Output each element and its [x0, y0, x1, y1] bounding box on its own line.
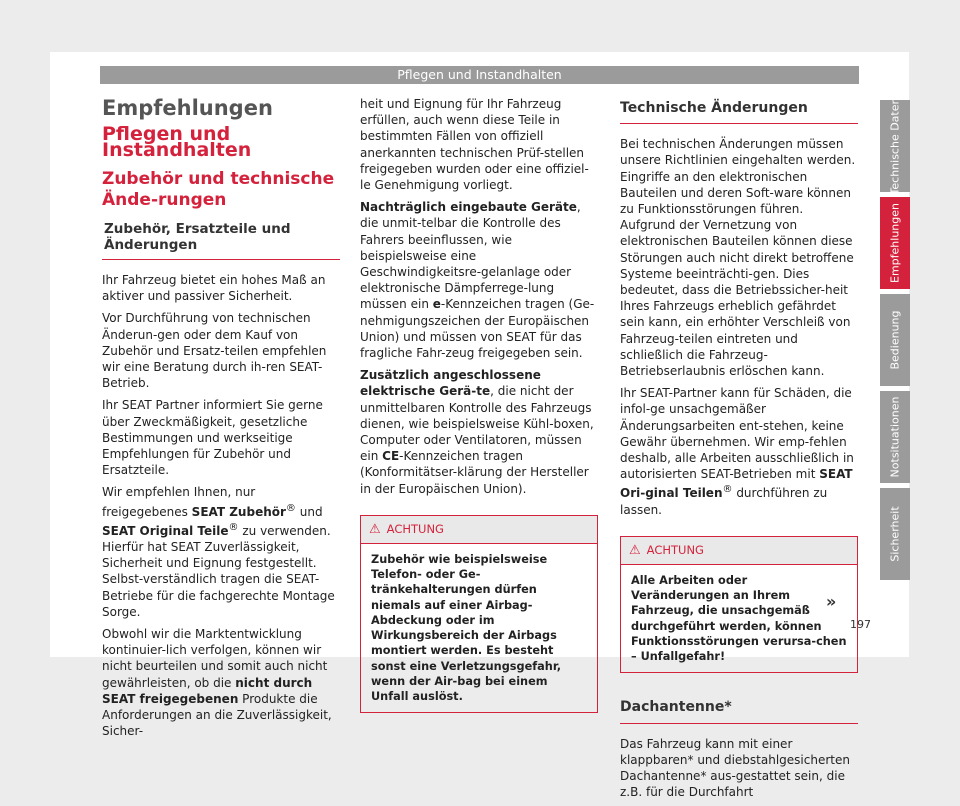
- text-run: -Kennzeichen tragen (Konformitätser-klärung der Hersteller in der Europäischen Union).: [360, 449, 589, 496]
- section-heading: Technische Änderungen: [620, 96, 858, 124]
- paragraph: [102, 484, 340, 620]
- running-header: Pflegen und Instandhalten: [100, 66, 859, 84]
- tab-sicherheit[interactable]: [880, 488, 910, 580]
- tab-label: Bedienung: [888, 310, 902, 370]
- paragraph: Vor Durchführung von technischen Änderun-gen oder dem Kauf von Zubehör und Ersatz-teilen empfehlen wir eine Beratung durch ih-ren SEAT-Betrieb.: [102, 311, 327, 391]
- tab-technische-daten[interactable]: [880, 97, 910, 195]
- bold-term: SEAT Ori-ginal Teilen: [620, 467, 853, 501]
- bold-term: Nachträglich eingebaute Geräte: [360, 200, 577, 215]
- text-run: -Kennzeichen tragen (Ge-nehmigungszeichen der Europäischen Union) und müssen von SEAT für das fragliche Fahr-zeug freigegeben sein.: [360, 297, 595, 361]
- section-heading: Pflegen und Instandhalten: [102, 123, 252, 162]
- page-number: 197: [850, 618, 871, 631]
- text-run: Wir empfehlen Ihnen, nur freigegebenes: [102, 485, 256, 519]
- warning-title: ACHTUNG: [386, 521, 444, 536]
- text-run: Produkte die Anforderungen an die Zuverlässigkeit, Sicher-: [102, 691, 332, 739]
- paragraph: Ihr SEAT Partner informiert Sie gerne über Zweckmäßigkeit, gesetzliche Bestimmungen und werkseitige Empfehlungen für Zubehör und Ersatzteile.: [102, 398, 323, 478]
- registered-mark: ®: [285, 502, 296, 514]
- column-3: [620, 96, 858, 806]
- tab-empfehlungen[interactable]: [880, 197, 910, 289]
- column-2: [360, 96, 598, 723]
- warning-text: Zubehör wie beispielsweise Telefon- oder Ge-tränkehalterungen dürfen niemals auf einer Airbag-Abdeckung oder im Wirkungsbereich der Airbags montiert werden. Es besteht sonst eine Verletzungsgefahr, wenn der Air-bag bei einem Unfall auslöst.: [371, 553, 562, 703]
- warning-title: ACHTUNG: [646, 542, 704, 557]
- column-1: [102, 96, 340, 746]
- tab-label: Sicherheit: [888, 506, 902, 562]
- tab-notsituationen[interactable]: [880, 391, 910, 483]
- warning-triangle-icon: ⚠: [369, 521, 381, 537]
- subsection-heading: Zubehör und technische Ände-rungen: [102, 168, 335, 210]
- ce-mark: CE: [382, 449, 400, 464]
- paragraph: Das Fahrzeug kann mit einer klappbaren* und diebstahlgesicherten Dachantenne* aus-gestattet sein, die z.B. für die Durchfahrt: [620, 736, 850, 800]
- text-run: , die nicht der unmittelbaren Kontrolle des Fahrzeugs dienen, wie beispielsweise Kühl-boxen, Computer oder Ventilatoren, müssen ein: [360, 384, 594, 464]
- bold-term: SEAT Original Teile: [102, 523, 229, 538]
- bold-term: nicht durch SEAT freigegebenen: [102, 675, 313, 706]
- tab-label: Empfehlungen: [888, 203, 902, 283]
- section-heading: Dachantenne*: [620, 695, 858, 723]
- registered-mark: ®: [722, 484, 733, 496]
- warning-box: [360, 515, 598, 713]
- warning-box: [620, 536, 858, 673]
- tab-label: Notsituationen: [888, 396, 902, 478]
- tab-bedienung[interactable]: [880, 294, 910, 386]
- warning-triangle-icon: ⚠: [629, 542, 641, 558]
- paragraph: [620, 385, 858, 518]
- bold-term: SEAT Zubehör: [191, 504, 286, 519]
- registered-mark: ®: [228, 521, 239, 533]
- text-run: und: [295, 504, 323, 519]
- text-run: Ihr SEAT-Partner kann für Schäden, die infol-ge unsachgemäßer Änderungsarbeiten ent-stehen, keine Gewähr übernehmen. Wir emp-fehlen deshalb, alle Arbeiten ausschließlich in autorisierten SEAT-Betrieben mit: [620, 386, 854, 482]
- paragraph: [360, 199, 598, 361]
- paragraph: [102, 626, 340, 739]
- paragraph: Bei technischen Änderungen müssen unsere Richtlinien eingehalten werden. Eingriffe an den elektronischen Bauteilen und deren Soft-ware können zu Funktionsstörungen führen. Aufgrund der Vernetzung von elektronischen Bauteilen können diese Störungen auch nicht direkt betroffene Systeme beeinträchti-gen. Dies bedeutet, dass die Betriebssicher-heit Ihres Fahrzeugs erheblich gefährdet sein kann, ein erhöhter Verschleiß von Fahrzeug-teilen eintreten und schließlich die Fahrzeug-Betriebserlaubnis erlöschen kann.: [620, 137, 856, 379]
- bold-term: Zusätzlich angeschlossene elektrische Gerä-te: [360, 368, 541, 399]
- paragraph: heit und Eignung für Ihr Fahrzeug erfüllen, auch wenn diese Teile in bestimmten Fällen von offiziell anerkannten technischen Prüf-stellen freigegeben wurden oder eine offiziel-le Genehmigung vorliegt.: [360, 97, 589, 193]
- tab-label: Technische Daten: [888, 97, 902, 195]
- topic-heading: Zubehör, Ersatzteile und Änderungen: [102, 221, 340, 260]
- warning-header: [361, 516, 597, 544]
- warning-header: [621, 537, 857, 565]
- paragraph: [360, 367, 598, 497]
- e-mark: e: [432, 297, 441, 312]
- continue-arrow-icon: »: [826, 592, 837, 611]
- warning-text: Alle Arbeiten oder Veränderungen an Ihrem Fahrzeug, die unsachgemäß durchgeführt werden, können Funktionsstörungen verursa-chen – Unfallgefahr!: [631, 574, 847, 664]
- text-run: Obwohl wir die Marktentwicklung kontinuier-lich verfolgen, können wir nicht beurteilen und somit auch nicht gewährleisten, ob die: [102, 627, 328, 690]
- chapter-heading: Empfehlungen: [102, 96, 273, 120]
- paragraph: Ihr Fahrzeug bietet ein hohes Maß an aktiver und passiver Sicherheit.: [102, 273, 326, 304]
- text-run: zu verwenden. Hierfür hat SEAT Zuverlässigkeit, Sicherheit und Eignung festgestellt. Selbst-verständlich tragen die SEAT-Betriebe für die fachgerechte Montage Sorge.: [102, 523, 335, 619]
- text-run: durchführen zu lassen.: [620, 486, 828, 517]
- text-run: , die unmit-telbar die Kontrolle des Fahrers beeinflussen, wie beispielsweise eine Geschwindigkeitsre-gelanlage oder elektronische Dämpferrege-lung müssen ein: [360, 200, 581, 312]
